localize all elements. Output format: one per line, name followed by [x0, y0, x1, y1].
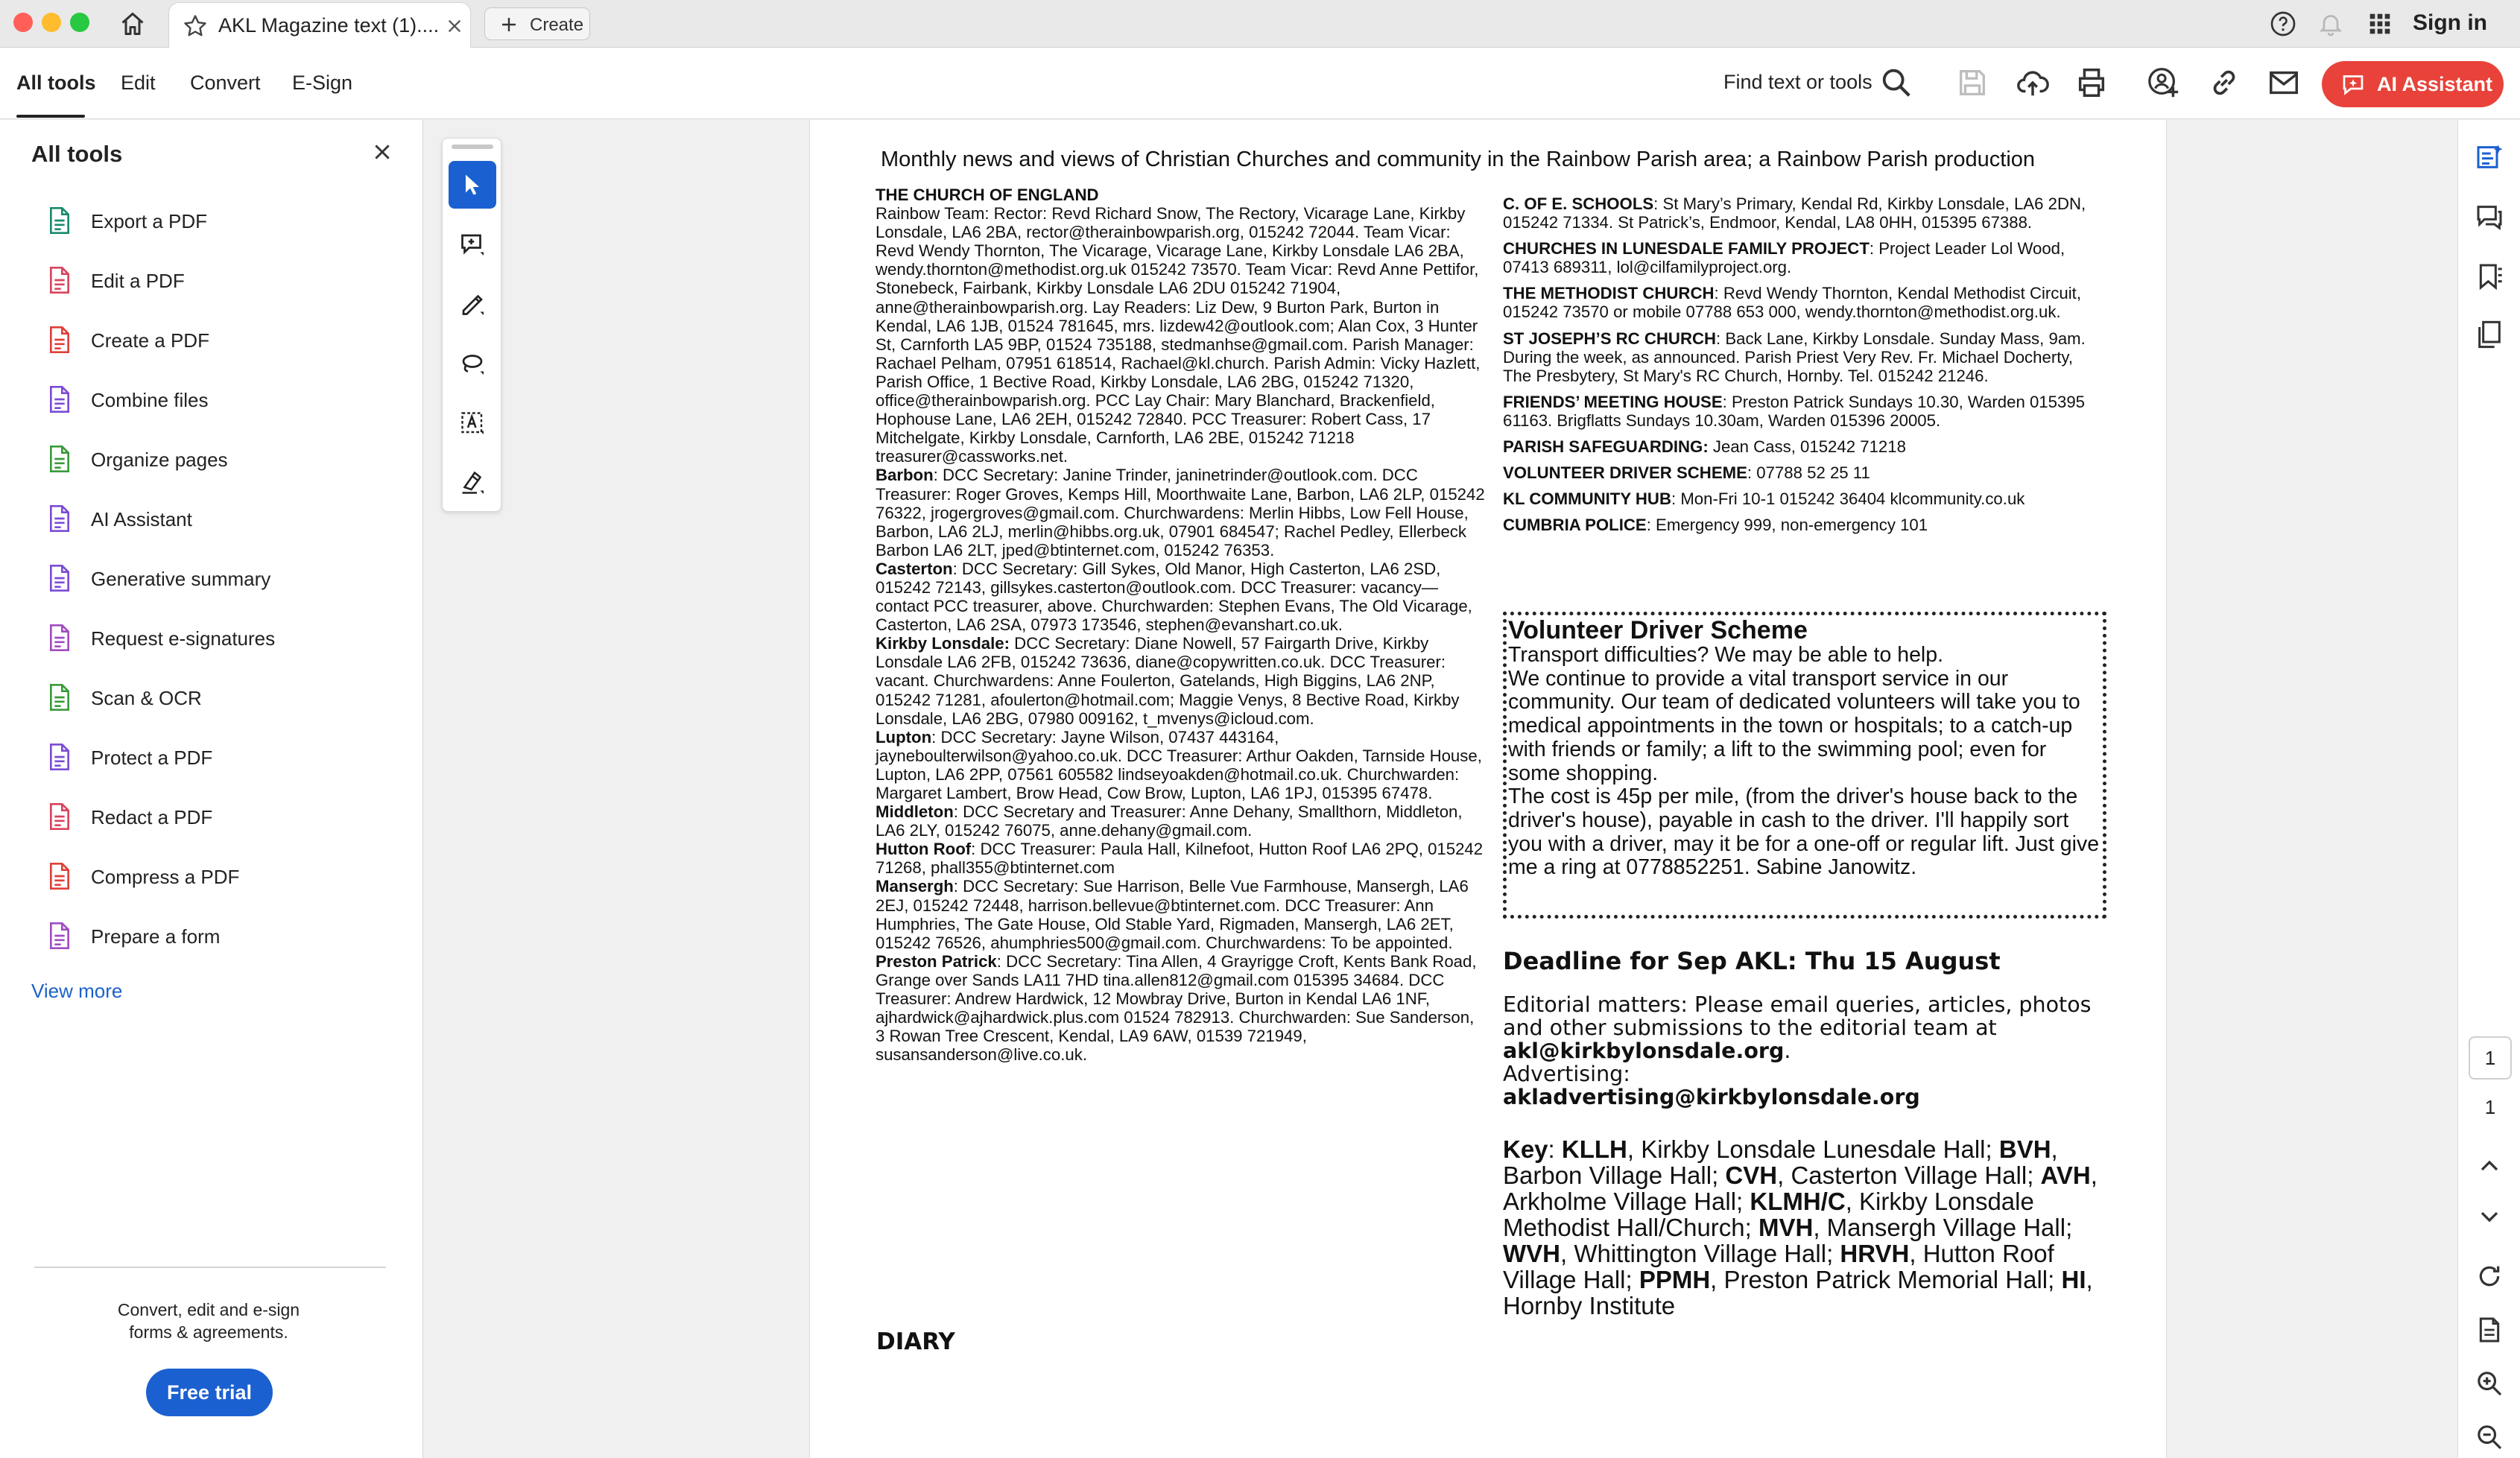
contact-details: : Project Leader Lol Wood, 07413 689311, lol@cilfamilyproject.org. — [1503, 239, 2065, 277]
comments-rail-icon[interactable] — [2475, 202, 2504, 232]
page-fit-icon[interactable] — [2475, 1315, 2504, 1345]
right-rail — [2457, 120, 2520, 1458]
view-more-link[interactable]: View more — [31, 980, 123, 1002]
parish-entry — [876, 802, 1487, 840]
tool-label: AI Assistant — [91, 508, 192, 530]
ai-assistant-button[interactable] — [2322, 61, 2504, 107]
chevron-up-icon[interactable] — [2475, 1151, 2504, 1181]
key-venue: Mansergh Village Hall — [1826, 1214, 2066, 1241]
generative-summary-rail-icon[interactable] — [2475, 142, 2504, 172]
chevron-down-icon[interactable] — [2475, 1202, 2504, 1232]
tool-protect-pdf[interactable] — [45, 736, 395, 778]
current-page-input[interactable]: 1 — [2469, 1036, 2512, 1080]
key-venue: Hornby Institute — [1503, 1292, 1676, 1319]
contact-entry — [1503, 463, 2099, 482]
star-icon[interactable] — [183, 13, 208, 39]
tool-label: Create a PDF — [91, 329, 209, 352]
pdf-page[interactable] — [809, 120, 2167, 1458]
rainbow-team-text: Rainbow Team: Rector: Revd Richard Snow, The Rectory, Vicarage Lane, Kirkby Lonsdale, LA6 2BA, rector@therainbowparish.org, 015242 72044. Team Vicar: Revd Wendy Thornton, The Vicarage, Vicarage Lane, Kirkby Lonsdale LA6 2BA, wendy.thornton@methodist.org.uk 015242 73570. Team Vicar: Revd Anne Pettifor, Stonebeck, Fairbank, Kirkby Lonsdale LA6 2DU 015242 71904, anne@therainbowparish.org. Lay Readers: Liz Dew, 9 Burton Park, Burton in Kendal, LA6 1JB, 01524 781645, mrs. lizdew42@outlook.com; Alan Cox, 3 Hunter St, Carnforth LA5 9BP, 01524 735188, stedmanhse@gmail.com. Parish Manager: Rachael Pelham, 07951 618514, Rachael@kl.church. Parish Admin: Vicky Hazlett, Parish Office, 1 Bective Road, Kirkby Lonsdale, LA6 2BG, 015242 71320, office@therainbowparish.org. PCC Lay Chair: Mary Blanchard, Brackenfield, Hophouse Lane, LA6 2EH, 015242 72840. PCC Treasurer: Robert Cass, 17 Mitchelgate, Kirkby Lonsdale, Carnforth, LA6 2BE, 015242 71218 treasurer@cassworks.net. — [876, 204, 1481, 466]
combine-files-icon — [45, 384, 75, 414]
total-pages: 1 — [2484, 1096, 2496, 1118]
parish-details: : DCC Secretary: Sue Harrison, Belle Vue Farmhouse, Mansergh, LA6 2EJ, 015242 72448, harrison.bellevue@btinternet.com. DCC Treasurer: Ann Humphries, The Gate House, Old Stable Yard, Rigmaden, Mansergh, LA6 2ET, 015242 76526, ahumphries500@gmail.com. Churchwardens: To be appointed. — [876, 877, 1469, 952]
tool-redact-pdf[interactable] — [45, 796, 395, 837]
create-button[interactable] — [484, 7, 590, 40]
title-bar — [0, 0, 2520, 48]
panel-title: All tools — [31, 141, 123, 167]
parish-entry — [876, 877, 1487, 951]
diary-heading: DIARY — [876, 1328, 955, 1355]
redact-pdf-icon — [45, 802, 75, 831]
parish-details: : DCC Secretary: Tina Allen, 4 Grayrigge Croft, Kents Bank Road, Grange over Sands LA11 7HD tina.allen812@gmail.com 015395 34684. DCC Treasurer: Andrew Hardwick, 12 Mowbray Drive, Burton in Kendal LA6 1NF, ajhardwick@ajhardwick.plus.com 01524 782913. Churchwarden: Sue Sanderson, 3 Rowan Tree Crescent, Kendal, LA9 6AW, 01539 721949, susansanderson@live.co.uk. — [876, 951, 1477, 1065]
parish-entry — [876, 840, 1487, 877]
parish-name: Mansergh — [876, 877, 954, 896]
contact-entry — [1503, 489, 2099, 508]
help-icon[interactable] — [2270, 10, 2296, 37]
contact-name: THE METHODIST CHURCH — [1503, 284, 1715, 303]
select-tool-button[interactable] — [449, 161, 496, 209]
vds-title: Volunteer Driver Scheme — [1508, 616, 1808, 644]
key-venue: Whittington Village Hall — [1574, 1240, 1827, 1267]
advertising-email: akladvertising@kirkbylonsdale.org — [1503, 1085, 1920, 1109]
minimize-window-button[interactable] — [42, 13, 61, 32]
tool-label: Generative summary — [91, 568, 271, 590]
highlight-tool-button[interactable] — [449, 280, 496, 328]
contact-details: : Preston Patrick Sundays 10.30, Warden 015395 61163. Brigflatts Sundays 10.30am, Warden 015396 20005. — [1503, 392, 2085, 430]
plus-icon — [500, 16, 518, 34]
contact-details: : Emergency 999, non-emergency 101 — [1646, 516, 1928, 535]
tool-create-pdf[interactable] — [45, 319, 395, 361]
key-code: HI — [2061, 1266, 2086, 1293]
contact-name: FRIENDS’ MEETING HOUSE — [1503, 392, 1723, 411]
tool-label: Combine files — [91, 389, 209, 411]
compress-pdf-icon — [45, 861, 75, 891]
parish-entry — [876, 634, 1487, 727]
key-venue: Kirkby Lonsdale Methodist Hall/Church — [1503, 1188, 2034, 1241]
contact-details: : Back Lane, Kirkby Lonsdale. Sunday Mass, 9am. During the week, as announced. Parish Priest Very Rev. Fr. Michael Docherty, The Presbytery, St Mary's RC Church, Hornby. Tel. 015242 21246. — [1503, 329, 2086, 385]
tool-label: Redact a PDF — [91, 806, 213, 828]
generative-summary-icon — [45, 563, 75, 593]
bookmarks-rail-icon[interactable] — [2475, 262, 2504, 291]
sign-pen-icon — [459, 469, 486, 496]
parish-name: Preston Patrick — [876, 951, 997, 971]
tool-organize-pages[interactable] — [45, 438, 395, 480]
prepare-form-icon — [45, 921, 75, 951]
church-of-england-heading: THE CHURCH OF ENGLAND — [876, 186, 1099, 204]
key-venue: Barbon Village Hall — [1503, 1161, 1712, 1189]
editorial-end: . — [1784, 1039, 1791, 1063]
key-label: Key — [1503, 1135, 1548, 1163]
parish-entry — [876, 466, 1487, 559]
menu-edit[interactable]: Edit — [121, 72, 156, 94]
editorial-email: akl@kirkbylonsdale.org — [1503, 1039, 1785, 1063]
export-pdf-icon — [45, 206, 75, 235]
all-tools-panel — [0, 120, 423, 1458]
close-panel-icon[interactable] — [373, 142, 392, 162]
tool-label: Organize pages — [91, 449, 228, 471]
key-venue: Preston Patrick Memorial Hall — [1723, 1266, 2048, 1293]
vds-paragraph: The cost is 45p per mile, (from the driver's house back to the driver's house), payable in cash to the driver. I'll happily sort you with a driver, may it be for a one-off or regular lift. Just give me a ring at 0778852251. Sabine Janowitz. — [1508, 785, 2100, 880]
search-icon[interactable] — [1879, 66, 1913, 100]
key-code: MVH — [1758, 1214, 1814, 1241]
home-icon[interactable] — [119, 10, 146, 37]
tool-label: Export a PDF — [91, 210, 208, 232]
contact-entry — [1503, 393, 2099, 430]
key-code: WVH — [1503, 1240, 1560, 1267]
promo-line-2: forms & agreements. — [129, 1322, 288, 1342]
parish-details: DCC Secretary: Diane Nowell, 57 Fairgarth Drive, Kirkby Lonsdale LA6 2FB, 015242 73636, diane@copywritten.co.uk. DCC Treasurer: vacant. Churchwardens: Anne Foulerton, Gatelands, High Biggins, LA6 2NP, 015242 71281, afoulerton@hotmail.com; Maggie Venys, 8 Bective Road, Kirkby Lonsdale, LA6 2BG, 07980 009162, t_mvenys@icloud.com. — [876, 634, 1460, 728]
quick-tools-bar — [442, 138, 501, 512]
contact-name: CHURCHES IN LUNESDALE FAMILY PROJECT — [1503, 239, 1870, 259]
tool-request-esignatures[interactable] — [45, 617, 395, 659]
tool-label: Edit a PDF — [91, 270, 185, 292]
contact-entry — [1503, 329, 2099, 385]
community-contacts-column — [1503, 194, 2099, 542]
contact-entry — [1503, 194, 2099, 232]
magazine-header: Monthly news and views of Christian Churches and community in the Rainbow Parish area; a Rainbow Parish production — [881, 148, 2036, 171]
protect-pdf-icon — [45, 742, 75, 772]
notifications-bell-icon[interactable] — [2317, 10, 2344, 37]
rotate-icon[interactable] — [2475, 1261, 2504, 1291]
panel-divider — [34, 1267, 386, 1268]
vds-paragraph: We continue to provide a vital transport service in our community. Our team of dedicated volunteers will take you to medical appointments in the town or hospitals; to a catch-up with friends or family; a lift to the swimming pool; even for some shopping. — [1508, 666, 2080, 785]
apps-grid-icon[interactable] — [2368, 12, 2392, 36]
key-venue: Casterton Village Hall — [1791, 1161, 2027, 1189]
vds-body — [1508, 644, 2103, 880]
key-code: KLLH — [1561, 1135, 1627, 1163]
vds-paragraph: Transport difficulties? We may be able to help. — [1508, 643, 1944, 667]
comment-plus-icon — [459, 231, 486, 258]
tool-generative-summary[interactable] — [45, 557, 395, 599]
zoom-in-icon[interactable] — [2475, 1369, 2504, 1398]
parish-entries — [876, 466, 1487, 1064]
create-pdf-icon — [45, 325, 75, 355]
parish-name: Kirkby Lonsdale: — [876, 634, 1010, 653]
ai-assistant-icon — [45, 504, 75, 533]
zoom-window-button[interactable] — [70, 13, 89, 32]
parish-details: : DCC Secretary: Janine Trinder, janinetrinder@outlook.com. DCC Treasurer: Roger Groves, Kemps Hill, Moorthwaite Lane, Barbon, LA6 2LP, 015242 76322, jrogergroves@gmail.com. Churchwardens: Merlin Hibbs, Low Fell House, Barbon, LA6 2LJ, merlin@hibbs.org.uk, 07901 684547; Rachel Pedley, Ellerbeck Barbon LA6 2LT, jped@btinternet.com, 015242 76353. — [876, 466, 1485, 560]
edit-pdf-icon — [45, 265, 75, 295]
ai-assistant-label: AI Assistant — [2377, 73, 2493, 95]
church-contacts-column — [876, 186, 1487, 1064]
tool-label: Scan & OCR — [91, 687, 202, 709]
pages-rail-icon[interactable] — [2475, 320, 2504, 349]
contact-name: ST JOSEPH’S RC CHURCH — [1503, 329, 1717, 348]
parish-details: : DCC Secretary: Jayne Wilson, 07437 443164, jayneboulterwilson@yahoo.co.uk. DCC Treasurer: Arthur Oakden, Tarnside House, Lupton, LA6 2PP, 07561 605582 lindseyoakden@hotmail.co.uk. Churchwarden: Margaret Lambert, Brow Head, Cow Brow, Lupton, LA6 1PJ, 015395 67478. — [876, 727, 1482, 802]
tool-label: Prepare a form — [91, 925, 221, 948]
tool-label: Compress a PDF — [91, 866, 240, 888]
parish-entry — [876, 560, 1487, 634]
create-label: Create — [530, 15, 584, 35]
request-esignatures-icon — [45, 623, 75, 653]
drag-handle[interactable] — [452, 145, 493, 149]
parish-details: : DCC Secretary: Gill Sykes, Old Manor, High Casterton, LA6 2SD, 015242 72143, gillsykes.casterton@outlook.com. DCC Treasurer: vacancy—contact PCC treasurer, above. Churchwarden: Stephen Evans, The Old Vicarage, Casterton, LA6 2SA, 07973 173546, stephen@evanshart.co.uk. — [876, 559, 1472, 635]
sign-in-button[interactable]: Sign in — [2413, 10, 2487, 35]
add-comment-tool-button[interactable] — [449, 221, 496, 268]
link-icon[interactable] — [2207, 66, 2241, 100]
upload-cloud-icon[interactable] — [2016, 66, 2050, 100]
tool-edit-pdf[interactable] — [45, 259, 395, 301]
key-code: AVH — [2040, 1161, 2091, 1189]
key-venue: Hutton Roof Village Hall — [1503, 1240, 2054, 1293]
contact-details: : Mon-Fri 10-1 015242 36404 klcommunity.co.uk — [1671, 489, 2025, 509]
parish-details: : DCC Secretary and Treasurer: Anne Dehany, Smallthorn, Middleton, LA6 2LY, 015242 76075, anne.dehany@gmail.com. — [876, 802, 1463, 840]
tool-prepare-form[interactable] — [45, 915, 395, 957]
tab-title: AKL Magazine text (1).... — [218, 14, 440, 37]
key-venue: Arkholme Village Hall — [1503, 1188, 1737, 1215]
scan-ocr-icon — [45, 682, 75, 712]
key-code: CVH — [1725, 1161, 1778, 1189]
promo-text — [15, 1299, 402, 1343]
email-icon[interactable] — [2267, 66, 2301, 100]
lasso-icon — [459, 350, 486, 377]
key-code: BVH — [1998, 1135, 2051, 1163]
save-icon[interactable] — [1955, 66, 1989, 100]
cursor-arrow-icon — [459, 171, 486, 198]
key-code: KLMH/C — [1750, 1188, 1846, 1215]
parish-details: : DCC Treasurer: Paula Hall, Kilnefoot, Hutton Roof LA6 2PQ, 015242 71268, phall355@btinternet.com — [876, 840, 1484, 878]
parish-name: Lupton — [876, 727, 932, 747]
volunteer-driver-scheme-box — [1503, 612, 2106, 919]
contact-name: VOLUNTEER DRIVER SCHEME — [1503, 463, 1747, 483]
contact-entry — [1503, 239, 2099, 276]
share-user-icon[interactable] — [2146, 66, 2180, 100]
tool-ai-assistant[interactable] — [45, 498, 395, 539]
tool-scan-ocr[interactable] — [45, 676, 395, 718]
menu-convert[interactable]: Convert — [190, 72, 261, 94]
menu-all-tools[interactable]: All tools — [16, 72, 96, 94]
deadline-heading: Deadline for Sep AKL: Thu 15 August — [1503, 947, 2001, 975]
editorial-text: Editorial matters: Please email queries, articles, photos and other submissions to the editorial team at — [1503, 992, 2092, 1040]
parish-name: Hutton Roof — [876, 840, 972, 859]
contact-name: PARISH SAFEGUARDING: — [1503, 437, 1709, 457]
tool-label: Request e-signatures — [91, 627, 276, 650]
venue-key: Key: KLLH, Kirkby Lonsdale Lunesdale Hall; BVH, Barbon Village Hall; CVH, Casterton Village Hall; AVH, Arkholme Village Hall; KLMH/C, Kirkby Lonsdale Methodist Hall/Church; MVH, Mansergh Village Hall; WVH, Whittington Village Hall; HRVH, Hutton Roof Village Hall; PPMH, Preston Patrick Memorial Hall; HI, Hornby Institute — [1503, 1135, 2098, 1319]
text-box-tool-button[interactable] — [449, 399, 496, 447]
parish-name: Middleton — [876, 802, 954, 822]
parish-entry — [876, 952, 1487, 1065]
close-window-button[interactable] — [13, 13, 33, 32]
parish-name: Casterton — [876, 559, 953, 578]
menu-esign[interactable]: E-Sign — [292, 72, 353, 94]
contact-entry — [1503, 284, 2099, 321]
document-tab[interactable] — [168, 2, 471, 48]
ai-sparkle-icon — [2340, 71, 2367, 98]
contact-name: C. OF E. SCHOOLS — [1503, 194, 1654, 213]
organize-pages-icon — [45, 444, 75, 474]
parish-entry — [876, 728, 1487, 802]
contact-name: CUMBRIA POLICE — [1503, 516, 1647, 535]
tool-combine-files[interactable] — [45, 378, 395, 420]
key-code: HRVH — [1840, 1240, 1910, 1267]
contact-entry — [1503, 516, 2099, 534]
find-text-or-tools[interactable]: Find text or tools — [1723, 71, 1872, 93]
contact-details: : Revd Wendy Thornton, Kendal Methodist Circuit, 015242 73570 or mobile 07788 653 000, wendy.thornton@methodist.org.uk. — [1503, 284, 2081, 322]
close-tab-icon[interactable] — [446, 18, 463, 34]
contact-details: : 07788 52 25 11 — [1747, 463, 1870, 483]
print-icon[interactable] — [2074, 66, 2109, 100]
pen-icon — [459, 291, 486, 317]
text-box-icon — [459, 410, 486, 437]
key-venue: Kirkby Lonsdale Lunesdale Hall — [1641, 1135, 1986, 1163]
contact-details: : St Mary’s Primary, Kendal Rd, Kirkby Lonsdale, LA6 2DN, 015242 71334. St Patrick’s, Endmoor, Kendal, LA8 0HH, 015395 67388. — [1503, 194, 2086, 232]
contact-entry — [1503, 437, 2099, 456]
free-trial-button[interactable]: Free trial — [146, 1369, 273, 1416]
tool-label: Protect a PDF — [91, 747, 213, 769]
tool-export-pdf[interactable] — [45, 200, 395, 241]
editorial-matters — [1503, 993, 2099, 1109]
main-toolbar — [0, 48, 2520, 119]
active-menu-underline — [16, 115, 85, 118]
key-code: PPMH — [1639, 1266, 1711, 1293]
zoom-out-icon[interactable] — [2475, 1422, 2504, 1452]
sign-tool-button[interactable] — [449, 459, 496, 507]
parish-name: Barbon — [876, 466, 934, 485]
tool-compress-pdf[interactable] — [45, 855, 395, 897]
draw-tool-button[interactable] — [449, 340, 496, 387]
promo-line-1: Convert, edit and e-sign — [117, 1300, 300, 1319]
contact-details: Jean Cass, 015242 71218 — [1708, 437, 1906, 457]
advertising-label: Advertising: — [1503, 1062, 1630, 1086]
contact-name: KL COMMUNITY HUB — [1503, 489, 1671, 509]
